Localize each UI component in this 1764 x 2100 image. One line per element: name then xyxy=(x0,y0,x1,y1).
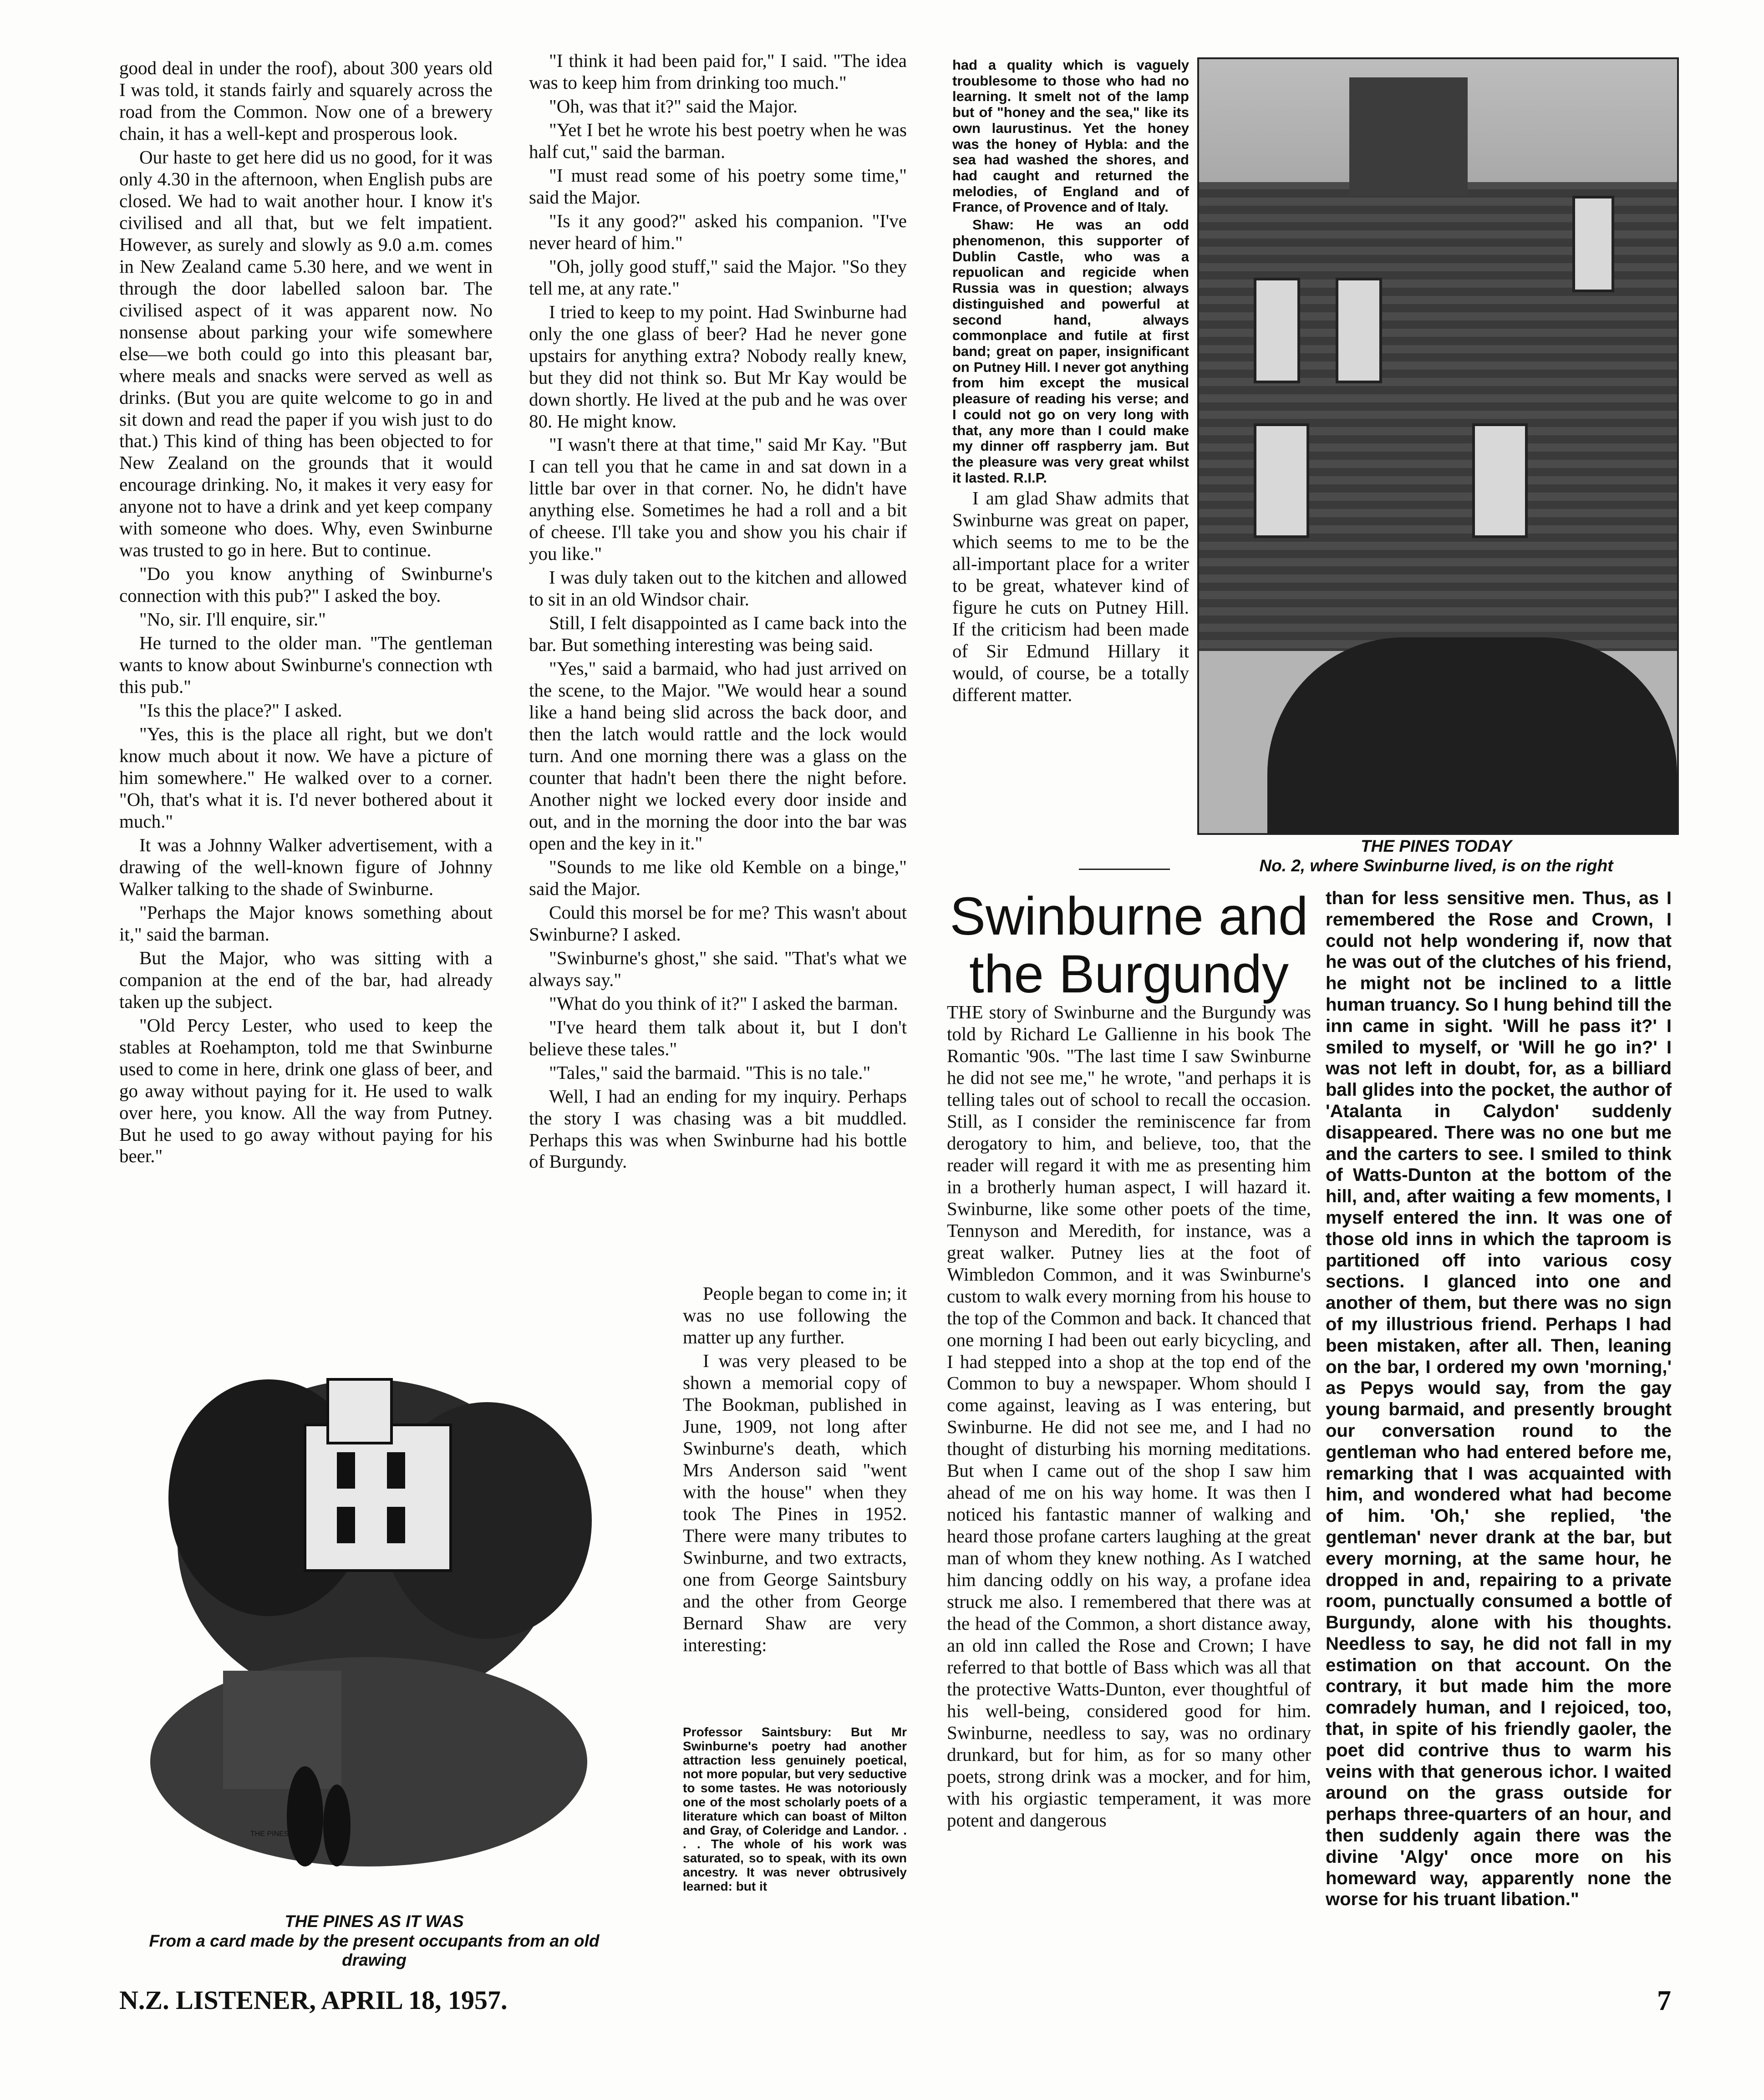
paragraph: "Oh, jolly good stuff," said the Major. "So they tell me, at any rate." xyxy=(529,255,907,299)
column-3 xyxy=(952,57,1189,708)
paragraph: I was duly taken out to the kitchen and allowed to sit in an old Windsor chair. xyxy=(529,567,907,610)
paragraph: "No, sir. I'll enquire, sir." xyxy=(139,609,326,630)
pines-old-drawing xyxy=(132,1307,605,1912)
paragraph: "Yes," said a barmaid, who had just arrived on the scene, to the Major. "We would hear a sound like a hand being slid across the back door, and then the latch would rattle and the lock would turn. And one morning there was a glass on the counter that hadn't been there the night before. Another night we locked every door inside and out, and in the morning the door into the bar was open and the key in it." xyxy=(529,658,907,854)
paragraph: "Oh, was that it?" said the Major. xyxy=(549,95,798,117)
drawing-inset-label: THE PINES PUTNEY xyxy=(250,1830,320,1838)
window xyxy=(1572,196,1614,292)
window xyxy=(1336,278,1382,383)
column-2-lower xyxy=(683,1283,907,1658)
shaw-quote: Shaw: He was an odd phenomenon, this supporter of Dublin Castle, who was a repuolican and regicide when Russia was in question; always distinguished and powerful at second hand, always commonplace and futile at first band; great on paper, insignificant on Putney Hill. I never got anything from him except the musical pleasure of reading his verse; and I could not go on very long with that, any more than I could make my dinner off raspberry jam. But the pleasure was very great whilst it lasted. R.I.P. xyxy=(952,217,1189,486)
paragraph: Could this morsel be for me? This wasn't about Swinburne? I asked. xyxy=(529,901,907,945)
paragraph: "I've heard them talk about it, but I don't believe these tales." xyxy=(529,1016,907,1059)
paragraph: "Is this the place?" I asked. xyxy=(139,700,342,721)
paragraph: I am glad Shaw admits that Swinburne was great on paper, which seems to me to be the all-important place for a writer to be great, whatever kind of figure he cuts on Putney Hill. If the criticism had been made of Sir Edmund Hillary it would, of course, be a totally different matter. xyxy=(952,488,1189,706)
article-headline xyxy=(942,888,1316,1004)
column-4 xyxy=(947,1002,1311,1833)
divider xyxy=(1079,869,1170,870)
footer-masthead: N.Z. LISTENER, APRIL 18, 1957. xyxy=(119,1985,508,2015)
window xyxy=(1254,423,1309,538)
building-tower xyxy=(1349,77,1468,196)
paragraph: "I wasn't there at that time," said Mr Kay. "But I can tell you that he came in and sat down in a little bar over in that corner. No, he didn't have anything else. Sometimes he had a roll and a bit of cheese. I'll take you and show you his chair if you like." xyxy=(529,434,907,564)
drawing-caption-title: THE PINES AS IT WAS xyxy=(285,1912,464,1931)
paragraph: I tried to keep to my point. Had Swinburne had only the one glass of beer? Had he never gone upstairs for anything extra? Nobody really knew, but they did not think so. But Mr Kay would be down shortly. He lived at the pub and he was over 80. He might know. xyxy=(529,301,907,432)
paragraph: He turned to the older man. "The gentleman wants to know about Swinburne's connection wth this pub." xyxy=(119,632,493,697)
saintsbury-quote-cont: had a quality which is vaguely troublesome to those who had no learning. It smelt not of the lamp but of "honey and the sea," like its own laurustinus. Yet the honey was the honey of Hybla: and the sea had washed the shores, and had caught and returned the melodies, of England and of France, of Provence and of Italy. xyxy=(952,57,1189,215)
paragraph: "I must read some of his poetry some time," said the Major. xyxy=(529,164,907,208)
page-number: 7 xyxy=(1657,1985,1671,2016)
paragraph: THE story of Swinburne and the Burgundy was told by Richard Le Gallienne in his book The Romantic '90s. "The last time I saw Swinburne he did not see me," he wrote, "and perhaps it is telling tales out of school to recall the occasion. Still, as I consider the reminiscence far from derogatory to him, and believe, too, that the reader will regard it with me as presenting him in a brotherly human aspect, I will hazard it. Swinburne, like some other poets of the time, Tennyson and Meredith, for instance, was a great walker. Putney lies at the foot of Wimbledon Common, and it was Swinburne's custom to walk every morning from his house to the top of the Common and back. It chanced that one morning I had been out early bicycling, and I had stepped into a shop at the top end of the Common to buy a newspaper. Whom should I come against, leaving as I was entering, but Swinburne. He did not see me, and I had no thought of disturbing his morning meditations. But when I came out of the shop I saw him ahead of me on his way home. It was then I noticed his fantastic manner of walking and heard those profane carters laughing at the great man of whom they knew nothing. As I watched him dancing oddly on his way, a profane idea struck me also. I remembered that there was at the head of the Common, a short distance away, an old inn called the Rose and Crown; I have referred to that bottle of Bass which was all that the protective Watts-Dunton, ever thoughtful of his well-being, considered good for him. Swinburne, needless to say, was no ordinary drunkard, but for him, as for so many other poets, strong drink was a mocker, and for him, with his orgiastic temperament, it was more potent and dangerous xyxy=(947,1002,1311,1831)
paragraph: "Swinburne's ghost," she said. "That's what we always say." xyxy=(529,947,907,990)
paragraph: I was very pleased to be shown a memorial copy of The Bookman, published in June, 1909, not long after Swinburne's death, which Mrs Anderson said "went with the house" when they took The Pines in 1952. There were many tributes to Swinburne, and two extracts, one from George Saintsbury and the other from George Bernard Shaw are very interesting: xyxy=(683,1350,907,1655)
window xyxy=(1254,278,1300,383)
paragraph: People began to come in; it was no use following the matter up any further. xyxy=(683,1283,907,1347)
paragraph: good deal in under the roof), about 300 years old I was told, it stands fairly and squarely across the road from the Common. Now one of a brewery chain, it has a well-kept and prosperous look. xyxy=(119,57,493,144)
column-5 xyxy=(1326,888,1672,1912)
headline-line-1: Swinburne and xyxy=(950,886,1308,946)
paragraph: But the Major, who was sitting with a companion at the end of the bar, had already taken up the subject. xyxy=(119,947,493,1012)
photo-caption xyxy=(1197,837,1675,875)
paragraph: "Yes, this is the place all right, but we don't know much about it now. We have a picture of him somewhere." He walked over to a corner. "Oh, that's what it is. I'd never bothered about it much." xyxy=(119,723,493,832)
photo-caption-sub: No. 2, where Swinburne lived, is on the right xyxy=(1259,856,1613,875)
paragraph: "Is it any good?" asked his companion. "I've never heard of him." xyxy=(529,210,907,253)
drawing-caption-sub: From a card made by the present occupants from an old drawing xyxy=(149,1931,600,1970)
window xyxy=(1472,423,1528,538)
drawing-illustration xyxy=(132,1307,605,1912)
pines-today-photo xyxy=(1197,57,1679,835)
column-1 xyxy=(119,57,493,1169)
paragraph: "Perhaps the Major knows something about it," said the barman. xyxy=(119,901,493,945)
paragraph: "Sounds to me like old Kemble on a binge," said the Major. xyxy=(529,856,907,899)
paragraph: "Do you know anything of Swinburne's connection with this pub?" I asked the boy. xyxy=(119,563,493,606)
paragraph: than for less sensitive men. Thus, as I remembered the Rose and Crown, I could not help wondering if, now that he was out of the clutches of his friend, he might not be inclined to a little human truancy. So I hung behind till the inn came in sight. 'Will he pass it?' I smiled to myself, or 'Will he go in?' I was not left in doubt, for, as a billiard ball glides into the pocket, the author of 'Atalanta in Calydon' suddenly disappeared. There was no one but me and the carters to see. I smiled to think of Watts-Dunton at the bottom of the hill, and, after waiting a few moments, I myself entered the inn. It was one of those old inns in which the taproom is partitioned off into various cosy sections. I glanced into one and another of them, but there was no sign of my illustrious friend. Perhaps I had been mistaken, after all. Then, leaning on the bar, I ordered my own 'morning,' as Pepys would say, from the gay young barmaid, and presently brought our conversation round to the gentleman who had entered before me, remarking that I was acquainted with him, and wondered what had become of him. 'Oh,' she replied, 'the gentleman' never drank at the bar, but every morning, at the same hour, he dropped in and, repairing to a private room, punctually consumed a bottle of Burgundy, alone with his thoughts. Needless to say, he did not fall in my estimation on that account. On the contrary, it but made him the more comradely human, and I rejoiced, too, that, in spite of his friendly gaoler, the poet did contrive thus to warm his veins with that generous ichor. I waited around on the grass outside for perhaps three-quarters of an hour, and then suddenly again there was the divine 'Algy' once more on his homeward way, apparently none the worse for his truant libation." xyxy=(1326,888,1672,1910)
drawing-caption xyxy=(119,1912,629,1970)
paragraph: Well, I had an ending for my inquiry. Perhaps the story I was chasing was a bit muddled. Perhaps this was when Swinburne had his bottle of Burgundy. xyxy=(529,1085,907,1172)
paragraph: "Yet I bet he wrote his best poetry when he was half cut," said the barman. xyxy=(529,119,907,162)
saintsbury-quote: Professor Saintsbury: But Mr Swinburne's poetry had another attraction less genuinely poetical, not more popular, but very seductive to some tastes. He was notoriously one of the most scholarly poets of a literature which can boast of Milton and Gray, of Coleridge and Landor. . . . The whole of his work was saturated, so to speak, with its own ancestry. It was never obtrusively learned: but it xyxy=(683,1725,907,1893)
car-silhouette xyxy=(1267,637,1677,835)
paragraph: It was a Johnny Walker advertisement, with a drawing of the well-known figure of Johnny Walker talking to the shade of Swinburne. xyxy=(119,834,493,899)
paragraph: "What do you think of it?" I asked the barman. xyxy=(549,992,898,1014)
paragraph: "Old Percy Lester, who used to keep the stables at Roehampton, told me that Swinburne used to come in here, drink one glass of beer, and go away without paying for it. He used to walk over here, you know. All the way from Putney. But he used to go away without paying for his beer." xyxy=(119,1014,493,1167)
paragraph: Still, I felt disappointed as I came back into the bar. But something interesting was being said. xyxy=(529,612,907,656)
paragraph: "Tales," said the barmaid. "This is no tale." xyxy=(549,1062,871,1083)
paragraph: "I think it had been paid for," I said. "The idea was to keep him from drinking too much." xyxy=(529,50,907,93)
column-2 xyxy=(529,50,907,1175)
headline-line-2: the Burgundy xyxy=(969,944,1289,1005)
paragraph: Our haste to get here did us no good, for it was only 4.30 in the afternoon, when English pubs are closed. We had to wait another hour. I know it's civilised and all that, but we felt impatient. However, as surely and slowly as 9.0 a.m. comes in New Zealand came 5.30 here, and we went in through the door labelled saloon bar. The civilised aspect of it was apparent now. No nonsense about parking your wife somewhere else—we both could go into this pleasant bar, where meals and snacks were served as well as drinks. (But you are quite welcome to go in and sit down and read the paper if you wish just to do that.) This kind of thing has been objected to for New Zealand on the grounds that it would encourage drinking. No, it makes it very easy for anyone not to have a drink and yet keep company with someone who does. Why, even Swinburne was trusted to go in here. But to continue. xyxy=(119,146,493,561)
photo-caption-title: THE PINES TODAY xyxy=(1361,837,1512,855)
